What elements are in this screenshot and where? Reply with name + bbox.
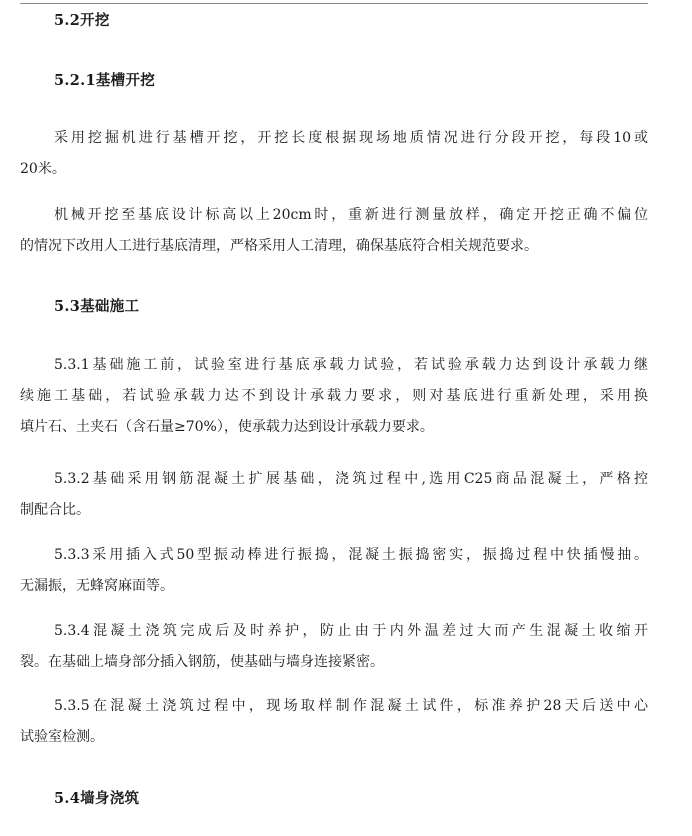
paragraph-5-2-1-b [20,205,648,256]
top-divider-line [20,3,648,4]
paragraph-line: 续施工基础，若试验承载力达不到设计承载力要求，则对基底进行重新处理，采用换 [20,388,648,404]
paragraph-line: 试验室检测。 [20,729,104,745]
paragraph-line: 采用挖掘机进行基槽开挖，开挖长度根据现场地质情况进行分段开挖，每段10或 [54,130,648,146]
heading-5-2: 5.2开挖 [54,12,110,29]
paragraph-5-3-5 [20,696,648,747]
paragraph-5-3-4 [20,621,648,672]
paragraph-5-2-1-a [20,128,648,179]
paragraph-line: 20米。 [20,161,66,177]
paragraph-line: 裂。在基础上墙身部分插入钢筋，使基础与墙身连接紧密。 [20,654,384,670]
paragraph-5-3-2 [20,469,648,520]
paragraph-line: 机械开挖至基底设计标高以上20cm时，重新进行测量放样，确定开挖正确不偏位 [54,207,648,223]
paragraph-line: 5.3.1基础施工前，试验室进行基底承载力试验，若试验承载力达到设计承载力继 [54,357,648,373]
heading-5-3: 5.3基础施工 [54,298,140,315]
paragraph-5-3-3 [20,545,648,596]
paragraph-line: 的情况下改用人工进行基底清理，严格采用人工清理，确保基底符合相关规范要求。 [20,238,538,254]
heading-5-2-1: 5.2.1基槽开挖 [54,72,156,89]
paragraph-line: 5.3.5在混凝土浇筑过程中，现场取样制作混凝土试件，标准养护28天后送中心 [54,698,648,714]
paragraph-line: 5.3.4混凝土浇筑完成后及时养护，防止由于内外温差过大而产生混凝土收缩开 [54,623,648,639]
heading-5-4: 5.4墙身浇筑 [54,790,140,807]
paragraph-line: 5.3.3采用插入式50型振动棒进行振捣，混凝土振捣密实，振捣过程中快插慢抽。 [54,547,648,563]
paragraph-line: 填片石、土夹石（含石量≥70%），使承载力达到设计承载力要求。 [20,419,434,435]
paragraph-line: 制配合比。 [20,502,90,518]
paragraph-5-3-1 [20,355,648,437]
paragraph-line: 无漏振，无蜂窝麻面等。 [20,578,174,594]
paragraph-line: 5.3.2基础采用钢筋混凝土扩展基础，浇筑过程中,选用C25商品混凝土，严格控 [54,471,648,487]
